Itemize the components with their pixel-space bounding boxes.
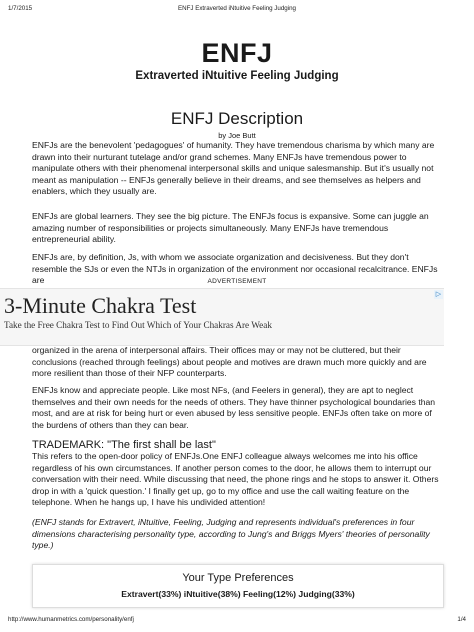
type-preferences-title: Your Type Preferences <box>182 572 294 584</box>
ad-subline[interactable]: Take the Free Chakra Test to Find Out Which of Your Chakras Are Weak <box>4 320 272 330</box>
print-url: http://www.humanmetrics.com/personality/enfj <box>8 616 134 623</box>
type-preferences-box <box>32 564 444 608</box>
paragraph-note: (ENFJ stands for Extravert, iNtuitive, Feeling, Judging and represents individual's preferences in four dimensions characterising personality type, according to Jung's and Briggs Myers' theories of personality type.) <box>32 517 430 551</box>
trademark-heading: TRADEMARK: "The first shall be last" <box>32 439 216 451</box>
paragraph-trademark: This refers to the open-door policy of ENFJs.One ENFJ colleague always welcomes me into his office regardless of his own circumstances. If another person comes to the door, he allows them to interrupt our conversation with their need. While discussing that need, the phone rings and he stops to answer it. Others drop in with a 'quick question.' I finally get up, go to my office and use the call waiting feature on the telephone. When he hangs up, I have his undivided attention! <box>32 451 439 508</box>
advertisement-label: ADVERTISEMENT <box>207 278 267 285</box>
paragraph-interpersonal: organized in the arena of interpersonal affairs. Their offices may or may not be cluttered, but their conclusions (reached through feelings) about people and motives are drawn much more quickly and are more resilient than those of their NFP counterparts. <box>32 345 427 379</box>
print-title: ENFJ Extraverted iNtuitive Feeling Judging <box>178 5 296 12</box>
paragraph-global-learners: ENFJs are global learners. They see the big picture. The ENFJs focus is expansive. Some can juggle an amazing number of responsibilities or projects simultaneously. Many ENFJs have tremendous entrepreneurial ability. <box>32 211 429 245</box>
type-preferences-values: Extravert(33%) iNtuitive(38%) Feeling(12%) Judging(33%) <box>121 589 355 599</box>
author-byline: by Joe Butt <box>218 131 256 140</box>
paragraph-organization: ENFJs are, by definition, Js, with whom we associate organization and decisiveness. But they don't resemble the SJs or even the NTJs in organization of the environment nor occasional recalcitrance. ENFJs are <box>32 252 438 286</box>
print-header <box>8 5 466 15</box>
print-footer <box>8 616 466 626</box>
ad-choices-icon[interactable]: ▷ <box>435 291 442 298</box>
section-title: ENFJ Description <box>170 109 304 128</box>
page-title: ENFJ <box>201 38 273 68</box>
page-number: 1/4 <box>457 616 466 623</box>
page-subtitle: Extraverted iNtuitive Feeling Judging <box>135 70 339 82</box>
ad-headline[interactable]: 3-Minute Chakra Test <box>4 293 197 318</box>
advertisement-banner[interactable] <box>0 288 444 346</box>
paragraph-intro: ENFJs are the benevolent 'pedagogues' of humanity. They have tremendous charisma by which many are drawn into their nurturant tutelage and/or grand schemes. Many ENFJs have tremendous power to manipulate others with their phenomenal interpersonal skills and unique salesmanship. But it's usually not meant as manipulation -- ENFJs generally believe in their dreams, and see themselves as helpers and enablers, which they usually are. <box>32 140 435 197</box>
print-date: 1/7/2015 <box>8 5 33 12</box>
paragraph-know-people: ENFJs know and appreciate people. Like most NFs, (and Feelers in general), they are apt to neglect themselves and their own needs for the needs of others. They have thinner psychological boundaries than most, and are at risk for being hurt or even abused by less sensitive people. ENFJs often take on more of the burdens of others than they can bear. <box>32 385 436 430</box>
